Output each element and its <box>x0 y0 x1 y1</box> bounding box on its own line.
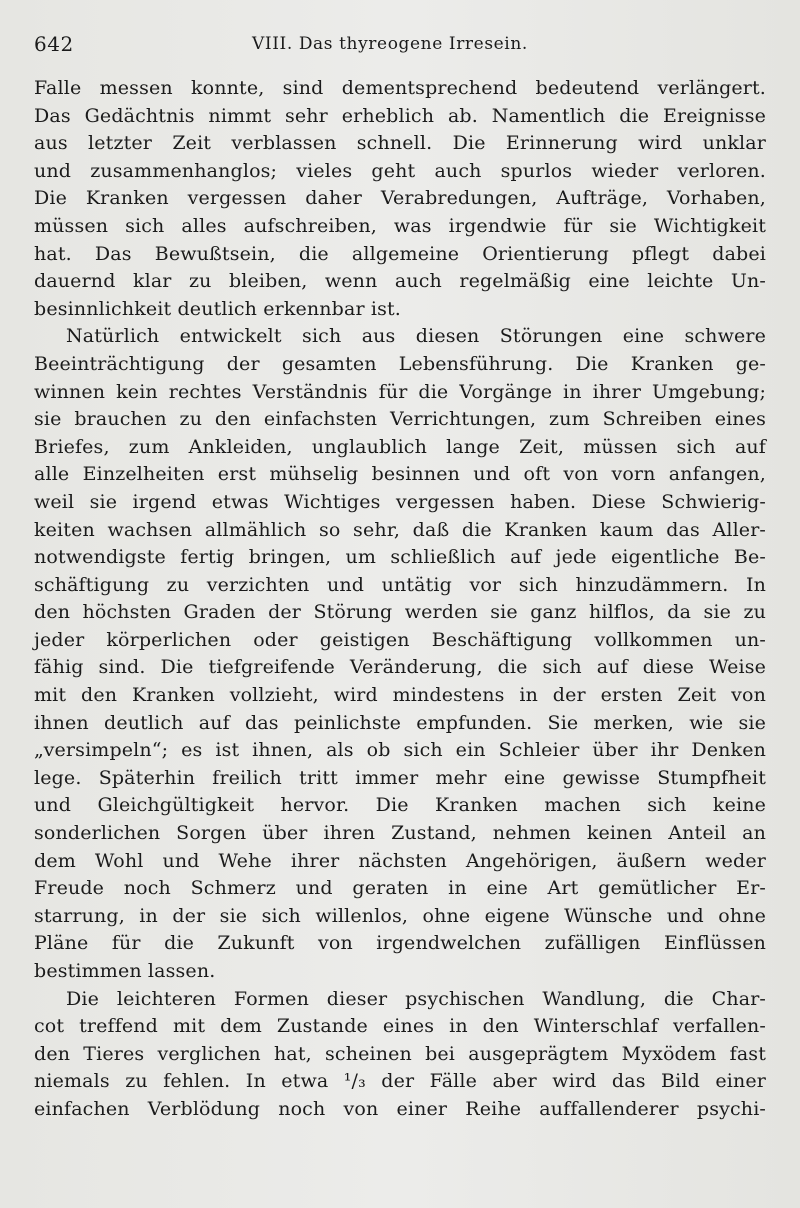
text-line: Beeinträchtigung der gesamten Lebensführung. Die Kranken ge- <box>34 352 766 375</box>
running-head: VIII. Das thyreogene Irresein. <box>252 34 528 54</box>
text-line: sie brauchen zu den einfachsten Verrichtungen, zum Schreiben eines <box>34 408 766 431</box>
text-line: Pläne für die Zukunft von irgendwelchen zufälligen Einflüssen <box>34 932 766 955</box>
text-line: fähig sind. Die tiefgreifende Veränderung, die sich auf diese Weise <box>34 656 766 679</box>
text-line: den Tieres verglichen hat, scheinen bei ausgeprägtem Myxödem fast <box>34 1042 766 1065</box>
text-line: lege. Späterhin freilich tritt immer mehr eine gewisse Stumpfheit <box>34 766 766 789</box>
page-header <box>34 32 766 58</box>
text-line: hat. Das Bewußtsein, die allgemeine Orientierung pflegt dabei <box>34 242 766 265</box>
text-line: Falle messen konnte, sind dementsprechend bedeutend verlängert. <box>34 77 766 99</box>
text-line: starrung, in der sie sich willenlos, ohne eigene Wünsche und ohne <box>34 904 766 927</box>
text-line: Briefes, zum Ankleiden, unglaublich lange Zeit, müssen sich auf <box>34 435 766 458</box>
text-line: Freude noch Schmerz und geraten in eine Art gemütlicher Er- <box>34 877 766 900</box>
text-line: weil sie irgend etwas Wichtiges vergessen haben. Diese Schwierig- <box>34 490 766 513</box>
text-line: den höchsten Graden der Störung werden sie ganz hilflos, da sie zu <box>34 601 766 624</box>
text-line: dauernd klar zu bleiben, wenn auch regelmäßig eine leichte Un- <box>34 270 766 293</box>
text-line: ihnen deutlich auf das peinlichste empfunden. Sie merken, wie sie <box>34 711 766 734</box>
body-text <box>34 75 766 1124</box>
text-line: mit den Kranken vollzieht, wird mindestens in der ersten Zeit von <box>34 684 766 707</box>
text-line: sonderlichen Sorgen über ihren Zustand, nehmen keinen Anteil an <box>34 822 766 845</box>
text-line: bestimmen lassen. <box>34 960 216 982</box>
text-line: winnen kein rechtes Verständnis für die Vorgänge in ihrer Umgebung; <box>34 380 766 403</box>
text-line: und Gleichgültigkeit hervor. Die Kranken machen sich keine <box>34 794 766 817</box>
text-line: einfachen Verblödung noch von einer Reihe auffallenderer psychi- <box>34 1097 766 1120</box>
text-line: müssen sich alles aufschreiben, was irgendwie für sie Wichtigkeit <box>34 214 766 237</box>
text-line: Die leichteren Formen dieser psychischen Wandlung, die Char- <box>66 987 766 1010</box>
text-line: Natürlich entwickelt sich aus diesen Störungen eine schwere <box>66 325 766 348</box>
text-line: „versimpeln“; es ist ihnen, als ob sich ein Schleier über ihr Denken <box>34 739 766 762</box>
page-number: 642 <box>34 32 74 56</box>
text-line: Das Gedächtnis nimmt sehr erheblich ab. Namentlich die Ereignisse <box>34 104 766 127</box>
text-line: Die Kranken vergessen daher Verabredungen, Aufträge, Vorhaben, <box>34 187 766 210</box>
text-line: jeder körperlichen oder geistigen Beschäftigung vollkommen un- <box>34 628 766 651</box>
text-line: und zusammenhanglos; vieles geht auch spurlos wieder verloren. <box>34 159 766 182</box>
text-line: niemals zu fehlen. In etwa ¹/₃ der Fälle aber wird das Bild einer <box>34 1070 766 1093</box>
text-line: besinnlichkeit deutlich erkennbar ist. <box>34 297 401 320</box>
text-line: notwendigste fertig bringen, um schließlich auf jede eigentliche Be- <box>34 546 766 569</box>
text-line: aus letzter Zeit verblassen schnell. Die Erinnerung wird unklar <box>34 132 766 155</box>
text-line: dem Wohl und Wehe ihrer nächsten Angehörigen, äußern weder <box>34 849 766 872</box>
text-line: alle Einzelheiten erst mühselig besinnen und oft von vorn anfangen, <box>34 463 766 486</box>
text-line: keiten wachsen allmählich so sehr, daß die Kranken kaum das Aller- <box>34 518 766 541</box>
text-line: schäftigung zu verzichten und untätig vor sich hinzudämmern. In <box>34 573 766 596</box>
text-line: cot treffend mit dem Zustande eines in den Winterschlaf verfallen- <box>34 1015 766 1038</box>
